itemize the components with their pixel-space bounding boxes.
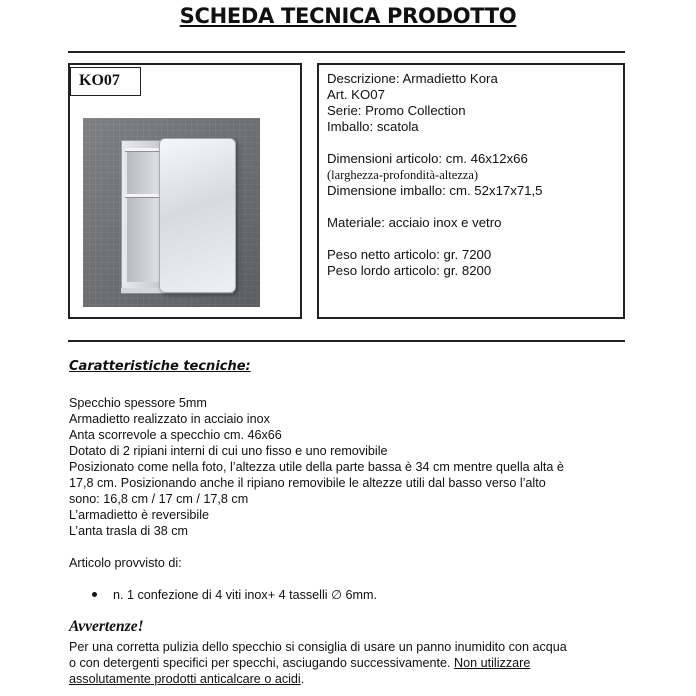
bullet-icon bbox=[92, 592, 97, 597]
warning-line-2 bbox=[69, 655, 629, 671]
cabinet-shelf-top bbox=[125, 148, 163, 151]
top-rule bbox=[68, 51, 625, 53]
feature-line: L’armadietto è reversibile bbox=[69, 508, 210, 522]
info-materiale: Materiale: acciaio inox e vetro bbox=[327, 215, 502, 230]
feature-line: Anta scorrevole a specchio cm. 46x66 bbox=[69, 428, 282, 442]
info-peso-netto: Peso netto articolo: gr. 7200 bbox=[327, 247, 492, 262]
info-imballo: Imballo: scatola bbox=[327, 119, 419, 134]
feature-line: L’anta trasla di 38 cm bbox=[69, 524, 189, 538]
warning-emphasis-1: Non utilizzare bbox=[454, 656, 531, 670]
middle-rule bbox=[68, 340, 625, 342]
features-heading: Caratteristiche tecniche: bbox=[69, 359, 251, 374]
warning-heading: Avvertenze! bbox=[69, 618, 144, 635]
warning-line-3 bbox=[69, 671, 629, 687]
features-list bbox=[69, 395, 629, 539]
provided-label: Articolo provvisto di: bbox=[69, 556, 182, 570]
info-peso-lordo: Peso lordo articolo: gr. 8200 bbox=[327, 263, 492, 278]
info-dimensione-imballo: Dimensione imballo: cm. 52x17x71,5 bbox=[327, 183, 543, 198]
feature-line: Dotato di 2 ripiani interni di cui uno fisso e uno removibile bbox=[69, 444, 388, 458]
warning-line-text: o con detergenti specifici per specchi, asciugando successivamente. bbox=[69, 656, 455, 670]
provided-item-text: n. 1 confezione di 4 viti inox+ 4 tasselli ∅ 6mm. bbox=[113, 588, 378, 602]
warning-end: . bbox=[300, 672, 305, 686]
feature-line: Posizionato come nella foto, l’altezza utile della parte bassa è 34 cm mentre quella alta è bbox=[69, 460, 564, 474]
info-serie: Serie: Promo Collection bbox=[327, 103, 466, 118]
warning-line: Per una corretta pulizia dello specchio si consiglia di usare un panno inumidito con acqua bbox=[69, 640, 567, 654]
feature-line: Armadietto realizzato in acciaio inox bbox=[69, 412, 270, 426]
page-title: SCHEDA TECNICA PRODOTTO bbox=[179, 4, 517, 28]
provided-item bbox=[92, 587, 377, 603]
product-info bbox=[327, 71, 617, 279]
product-code: KO07 bbox=[70, 67, 141, 96]
cabinet-interior bbox=[127, 148, 159, 282]
info-dimensioni-nota: (larghezza-profondità-altezza) bbox=[327, 168, 479, 182]
info-articolo: Art. KO07 bbox=[327, 87, 385, 102]
info-dimensioni-articolo: Dimensioni articolo: cm. 46x12x66 bbox=[327, 151, 528, 166]
product-photo bbox=[83, 118, 260, 307]
feature-line: Specchio spessore 5mm bbox=[69, 396, 207, 410]
mirror-door bbox=[159, 138, 236, 293]
warning-text bbox=[69, 639, 629, 687]
warning-emphasis-2: assolutamente prodotti anticalcare o acidi bbox=[69, 672, 301, 686]
feature-line: 17,8 cm. Posizionando anche il ripiano removibile le altezze utili dal basso verso l’alto bbox=[69, 476, 546, 490]
feature-line: sono: 16,8 cm / 17 cm / 17,8 cm bbox=[69, 492, 249, 506]
info-descrizione: Descrizione: Armadietto Kora bbox=[327, 71, 498, 86]
cabinet-shelf-middle bbox=[125, 194, 163, 197]
